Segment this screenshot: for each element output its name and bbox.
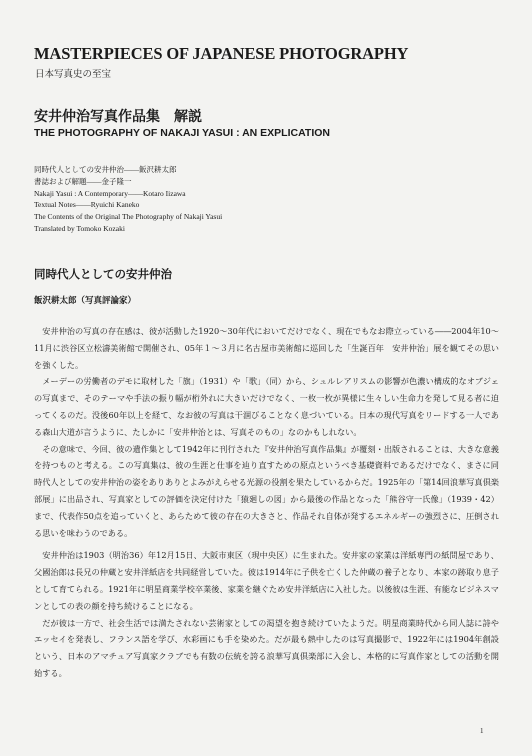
series-title-jp: 日本写真史の至宝 bbox=[35, 69, 112, 80]
credit-line-notes-en: Textual Notes――Ryuichi Kaneko bbox=[34, 200, 140, 210]
body-paragraph: 安井仲治の写真の存在感は、彼が活動した1920〜30年代においてだけでなく、現在でもなお際立っている――2004年10〜11月に渋谷区立松濤美術館で開催され、05年１〜３月に名古屋市美術館に巡回した「生誕百年 安井仲治」展を観てその思いを強くした。 bbox=[34, 326, 499, 370]
credit-line-contents-en: The Contents of the Original The Photography of Nakaji Yasui bbox=[34, 212, 223, 222]
body-paragraph: だが彼は一方で、社会生活では満たされない芸術家としての渇望を抱き続けていたようだ。明星商業時代から同人誌に詩やエッセイを発表し、フランス語を学び、水彩画にも手を染めた。だが最も熱中したのは写真撮影で、1922年には1904年創設という、日本のアマチュア写真家クラブでも有数の伝統を誇る浪華写真倶楽部に入会し、本格的に写真作家としての活動を開始する。 bbox=[34, 617, 499, 678]
body-paragraph: 安井仲治は1903（明治36）年12月15日、大阪市東区（現中央区）に生まれた。安井家の家業は洋紙専門の紙問屋であり、父國治郎は長兄の仲蔵と安井洋紙店を共同経営していた。彼は1914年に子供を亡くした仲蔵の養子となり、本家の跡取り息子として育てられる。1921年に明星商業学校卒業後、家業を継ぐため安井洋紙店に入社した。以後彼は生涯、有能なビジネスマンとしての表の顔を持ち続けることになる。 bbox=[34, 550, 499, 611]
credit-line-essay-en: Nakaji Yasui : A Contemporary――Kotaro Iizawa bbox=[34, 188, 186, 198]
book-title-en: THE PHOTOGRAPHY OF NAKAJI YASUI : AN EXPLICATION bbox=[34, 127, 330, 139]
essay-body bbox=[34, 323, 499, 682]
book-title-jp: 安井仲治写真作品集 解説 bbox=[34, 109, 202, 125]
section-heading: 同時代人としての安井仲治 bbox=[34, 267, 172, 281]
credit-line-translator: Translated by Tomoko Kozaki bbox=[34, 223, 125, 233]
credits-block bbox=[34, 164, 334, 235]
author-byline: 飯沢耕太郎（写真評論家） bbox=[34, 296, 137, 306]
body-paragraph: メーデーの労働者のデモに取材した「旗」（1931）や「歌」（同）から、シュルレアリスムの影響が色濃い構成的なオブジェの写真まで、そのテーマや手法の振り幅が桁外れに大きいだけでなく、一枚一枚が異様に生々しい生命力を発して見る者に迫ってくるのだ。没後60年以上を経て、なお彼の写真は干涸びることなく息づいている。日本の現代写真をリードする一人である森山大道が言うように、たしかに「安井仲治とは、写真そのもの」なのかもしれない。 bbox=[34, 376, 499, 437]
credit-line-notes-jp: 書誌および解題――金子隆一 bbox=[34, 176, 132, 186]
body-paragraph: その意味で、今回、彼の遺作集として1942年に刊行された『安井仲治写真作品集』が覆刻・出版されることは、大きな意義を持つものと考える。この写真集は、彼の生涯と仕事を辿り直すための原点というべき基礎資料であるだけでなく、まさに同時代人としての安井仲治の姿をありありとよみがえらせる光源の役割を果たしているからだ。1925年の「第14回浪華写真倶楽部展」に出品され、写真家としての評価を決定付けた「猿廻しの図」から最後の作品となった「熊谷守一氏像」（1939・42）まで、代表作50点を追っていくと、あらためて彼の存在の大きさと、作品それ自体が発するエネルギーの強烈さに、圧倒される思いを味わうのである。 bbox=[34, 443, 499, 538]
series-title-en: MASTERPIECES OF JAPANESE PHOTOGRAPHY bbox=[34, 44, 409, 63]
page-number: 1 bbox=[480, 727, 484, 735]
credit-line-essay-jp: 同時代人としての安井仲治――飯沢耕太郎 bbox=[34, 165, 177, 174]
